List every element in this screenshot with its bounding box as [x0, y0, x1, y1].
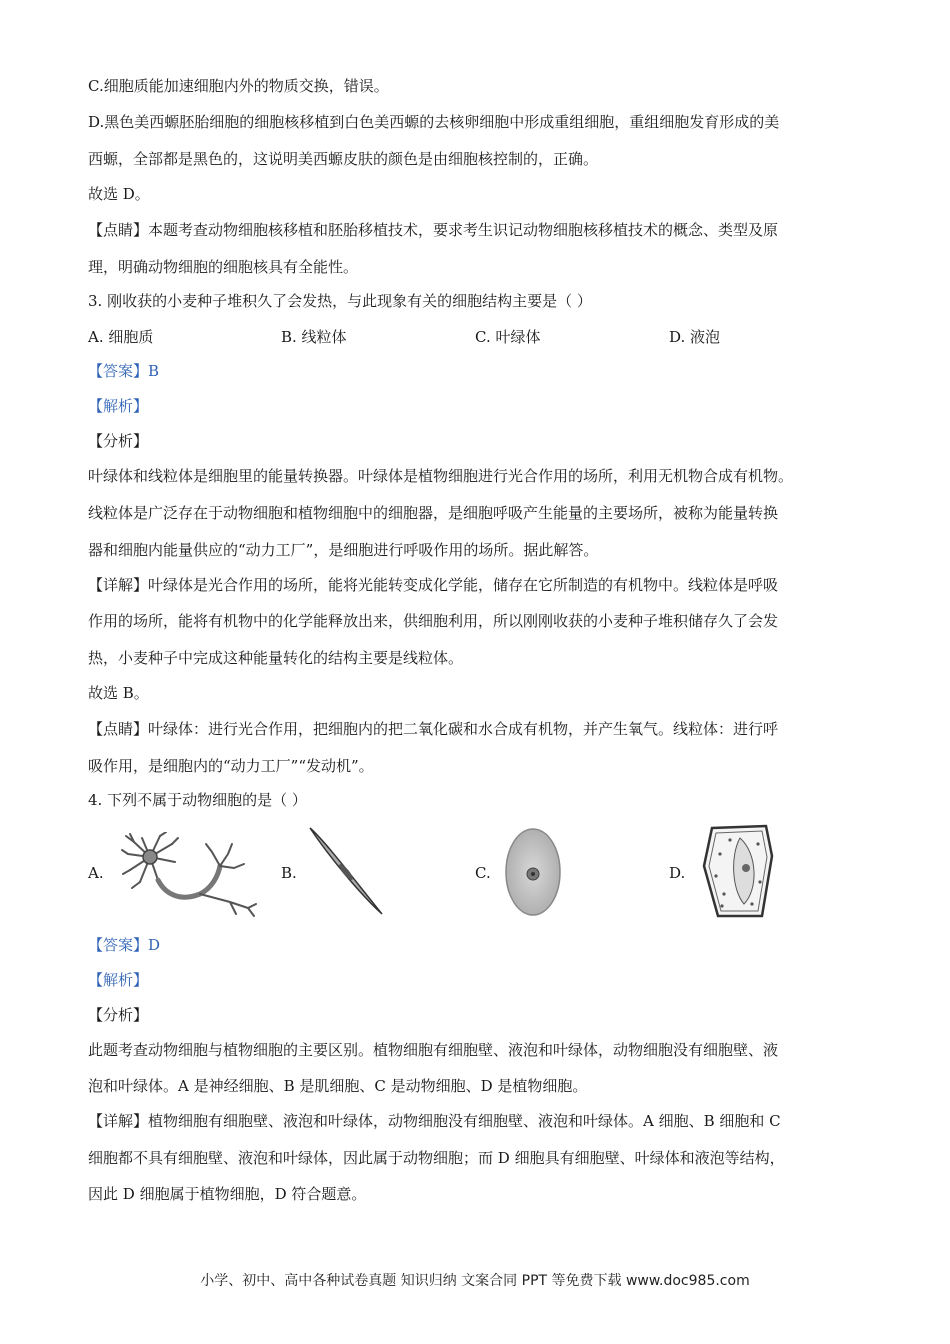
q3-detail-line2: 作用的场所，能将有机物中的化学能释放出来，供细胞利用，所以刚刚收获的小麦种子堆积储存久了会发	[88, 612, 779, 630]
option-d-explanation-line2: 西螈，全部都是黑色的，这说明美西螈皮肤的颜色是由细胞核控制的，正确。	[88, 150, 599, 168]
q4-detail-line1: 【详解】植物细胞有细胞壁、液泡和叶绿体，动物细胞没有细胞壁、液泡和叶绿体。A 细胞、B 细胞和 C	[88, 1112, 781, 1130]
plant-cell-image	[700, 824, 776, 924]
q3-option-d: D. 液泡	[669, 328, 721, 346]
q4-stem: 4. 下列不属于动物细胞的是（ ）	[88, 791, 307, 809]
q3-stem: 3. 刚收获的小麦种子堆积久了会发热，与此现象有关的细胞结构主要是（ ）	[88, 292, 592, 310]
q4-fenxi-label: 【分析】	[88, 1006, 149, 1024]
q3-detail-line1: 【详解】叶绿体是光合作用的场所，能将光能转变成化学能，储存在它所制造的有机物中。线粒体是呼吸	[88, 576, 779, 594]
q4-analysis-label: 【解析】	[88, 971, 149, 989]
q3-fenxi-line3: 器和细胞内能量供应的“动力工厂”，是细胞进行呼吸作用的场所。据此解答。	[88, 541, 599, 559]
q3-choose: 故选 B。	[88, 684, 149, 702]
option-c-explanation: C.细胞质能加速细胞内外的物质交换，错误。	[88, 77, 389, 95]
note-line2: 理，明确动物细胞的细胞核具有全能性。	[88, 258, 359, 276]
q3-detail-line3: 热，小麦种子中完成这种能量转化的结构主要是线粒体。	[88, 649, 464, 667]
page-footer: 小学、初中、高中各种试卷真题 知识归纳 文案合同 PPT 等免费下载 www.doc985.com	[200, 1273, 750, 1289]
q3-analysis-label: 【解析】	[88, 397, 149, 415]
animal-cell-image	[503, 826, 563, 922]
q3-option-b: B. 线粒体	[281, 328, 347, 346]
q4-option-a-label: A.	[88, 864, 104, 882]
q4-option-d-label: D.	[669, 864, 686, 882]
q3-option-c: C. 叶绿体	[475, 328, 541, 346]
q4-option-b-label: B.	[281, 864, 297, 882]
q3-answer: 【答案】B	[88, 362, 160, 380]
q4-answer: 【答案】D	[88, 936, 161, 954]
q3-option-a: A. 细胞质	[88, 328, 154, 346]
q3-fenxi-line1: 叶绿体和线粒体是细胞里的能量转换器。叶绿体是植物细胞进行光合作用的场所，利用无机物合成有机物。	[88, 467, 794, 485]
q4-detail-line3: 因此 D 细胞属于植物细胞，D 符合题意。	[88, 1185, 367, 1203]
note-line1: 【点睛】本题考查动物细胞核移植和胚胎移植技术，要求考生识记动物细胞核移植技术的概念、类型及原	[88, 221, 779, 239]
q4-fenxi-line2: 泡和叶绿体。A 是神经细胞、B 是肌细胞、C 是动物细胞、D 是植物细胞。	[88, 1077, 588, 1095]
q3-fenxi-line2: 线粒体是广泛存在于动物细胞和植物细胞中的细胞器，是细胞呼吸产生能量的主要场所，被称为能量转换	[88, 504, 779, 522]
q4-fenxi-line1: 此题考查动物细胞与植物细胞的主要区别。植物细胞有细胞壁、液泡和叶绿体，动物细胞没有细胞壁、液	[88, 1041, 779, 1059]
choose-d: 故选 D。	[88, 185, 150, 203]
option-d-explanation-line1: D.黑色美西螈胚胎细胞的细胞核移植到白色美西螈的去核卵细胞中形成重组细胞，重组细胞发育形成的美	[88, 113, 780, 131]
neuron-cell-image	[120, 832, 260, 922]
q3-note-line2: 吸作用，是细胞内的“动力工厂”“发动机”。	[88, 757, 374, 775]
muscle-cell-image	[306, 822, 386, 922]
q4-option-c-label: C.	[475, 864, 491, 882]
q3-fenxi-label: 【分析】	[88, 432, 149, 450]
q4-detail-line2: 细胞都不具有细胞壁、液泡和叶绿体，因此属于动物细胞；而 D 细胞具有细胞壁、叶绿体和液泡等结构，	[88, 1149, 785, 1167]
q3-note-line1: 【点睛】叶绿体：进行光合作用，把细胞内的把二氧化碳和水合成有机物，并产生氧气。线粒体：进行呼	[88, 720, 779, 738]
